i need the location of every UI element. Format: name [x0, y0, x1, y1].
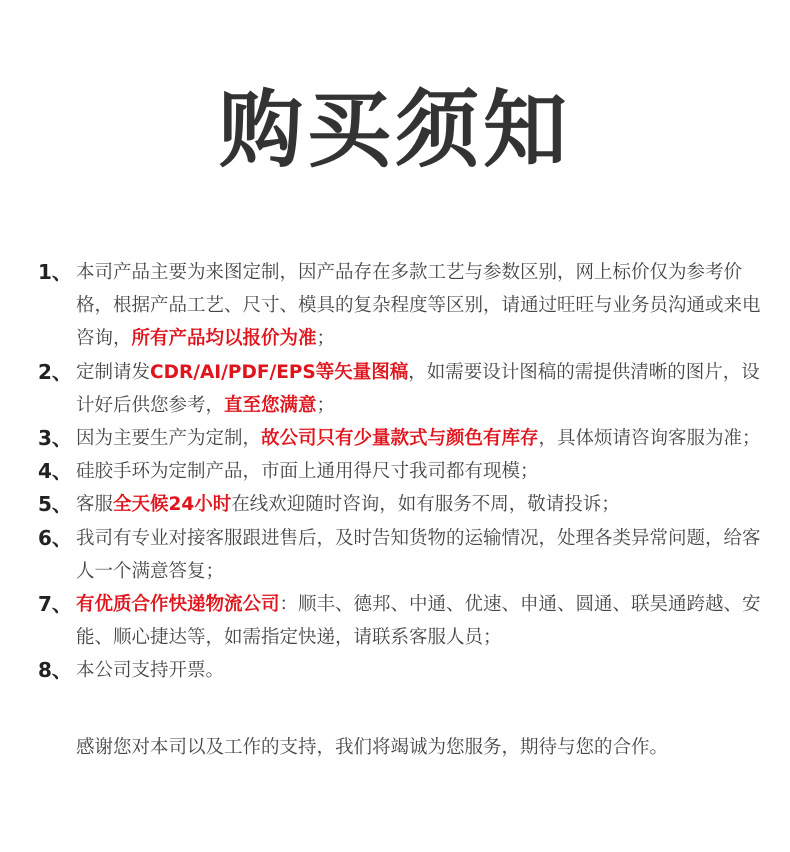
text-segment: 定制请发: [76, 361, 151, 383]
item-number: 3、: [38, 426, 72, 451]
highlight-text: 全天候24小时: [113, 494, 232, 516]
text-segment: ：顺丰、德邦、中通、优速、申通、圆通、联昊通跨越、安能、顺心捷达等，如需指定快递，请联系客服人员；: [76, 594, 761, 649]
item-number: 4、: [38, 459, 72, 484]
item-number: 8、: [38, 658, 72, 683]
highlight-text: CDR/AI/PDF/EPS等矢量图稿: [150, 361, 409, 383]
item-text: [76, 422, 768, 455]
item-number: 1、: [38, 260, 72, 284]
list-item: [38, 654, 768, 687]
item-text: [76, 654, 768, 687]
item-number: 7、: [38, 592, 72, 617]
page-title: 购买须知: [218, 81, 571, 179]
text-segment: 硅胶手环为定制产品，市面上通用得尺寸我司都有现模；: [76, 461, 539, 483]
list-item: [38, 455, 768, 488]
item-text: [76, 256, 768, 356]
text-segment: ，如需要设计图稿的需提供清晰的图片，设计好后供您参考，: [76, 361, 760, 416]
item-number: 2、: [38, 359, 72, 384]
item-number: 5、: [38, 492, 72, 517]
highlight-text: 所有产品均以报价为准: [131, 328, 317, 350]
highlight-text: 有优质合作快递物流公司: [76, 594, 280, 616]
text-segment: 本公司支持开票。: [76, 660, 225, 682]
thank-you-note: 感谢您对本司以及工作的支持，我们将竭诚为您服务，期待与您的合作。: [76, 737, 669, 758]
list-item: [38, 422, 768, 455]
highlight-text: 直至您满意: [224, 394, 317, 416]
text-segment: 我司有专业对接客服跟进售后，及时告知货物的运输情况，处理各类异常问题，给客人一个满意答复；: [76, 527, 761, 582]
item-text: [76, 588, 768, 654]
highlight-text: 故公司只有少量款式与颜色有库存: [261, 428, 539, 450]
list-item: [38, 256, 768, 356]
item-text: [76, 455, 768, 488]
list-item: [38, 522, 768, 588]
item-number: 6、: [38, 525, 72, 550]
text-segment: ；: [316, 394, 336, 416]
text-segment: 客服: [76, 494, 114, 516]
item-text: [76, 522, 768, 588]
item-text: [76, 356, 768, 422]
text-segment: ；: [316, 328, 336, 350]
text-segment: ，具体烦请咨询客服为准；: [538, 428, 761, 450]
list-item: [38, 588, 768, 654]
text-segment: 本司产品主要为来图定制，因产品存在多款工艺与参数区别，网上标价仅为参考价格，根据产品工艺、尺寸、模具的复杂程度等区别，请通过旺旺与业务员沟通或来电咨询，: [76, 262, 761, 350]
list-item: [38, 488, 768, 521]
list-item: [38, 356, 768, 422]
text-segment: 在线欢迎随时咨询，如有服务不周，敬请投诉；: [231, 494, 620, 516]
notice-list: [38, 256, 768, 688]
item-text: [76, 488, 768, 521]
text-segment: 因为主要生产为定制，: [76, 428, 262, 450]
